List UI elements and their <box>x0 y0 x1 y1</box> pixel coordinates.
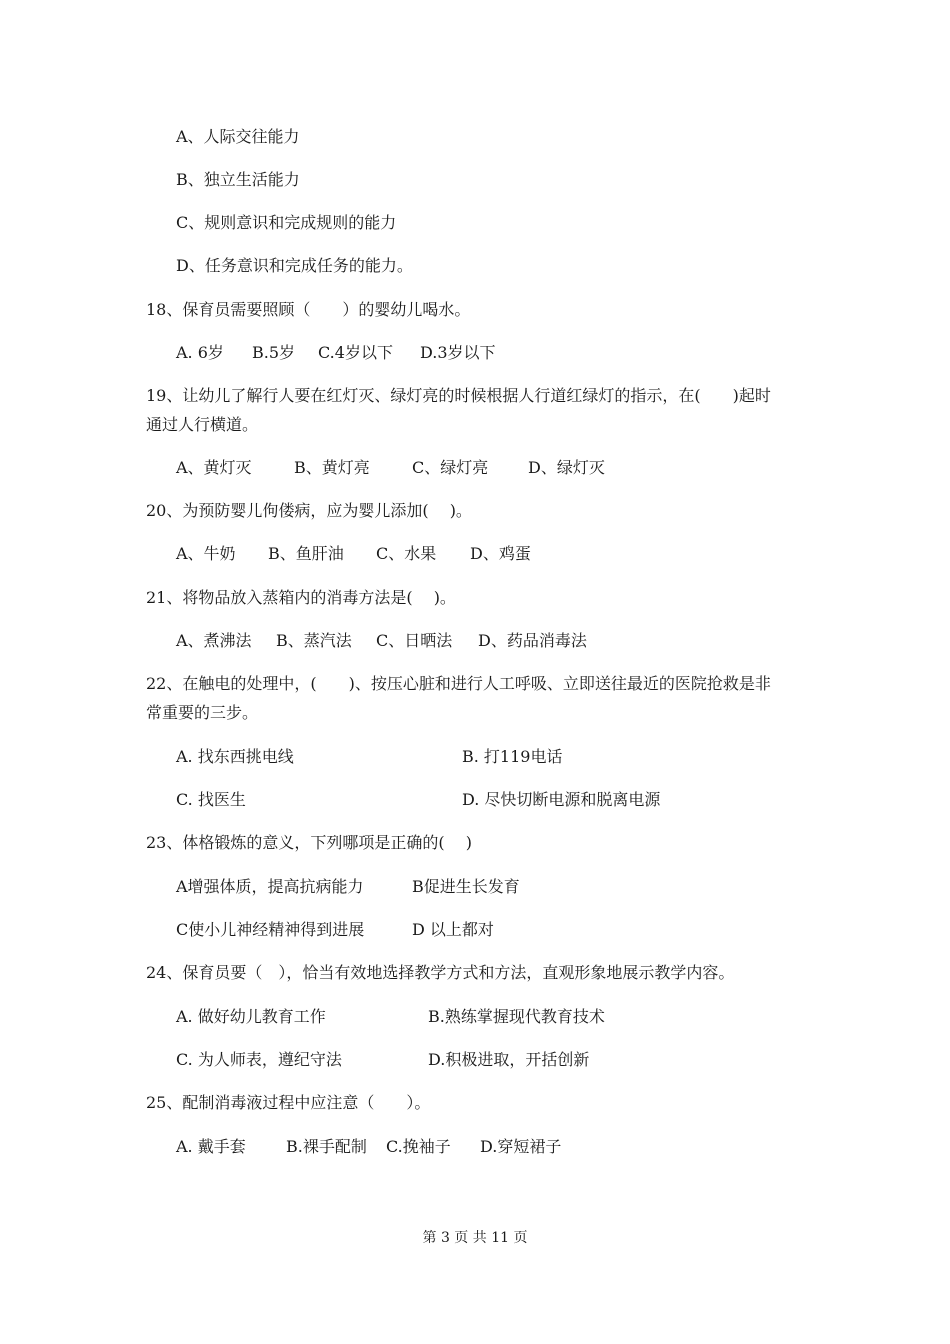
q19-option-c: C、绿灯亮 <box>412 458 489 477</box>
q21-option-c: C、日晒法 <box>376 631 453 650</box>
q18-option-c: C.4岁以下 <box>318 343 393 362</box>
q22-option-d: D. 尽快切断电源和脱离电源 <box>462 790 661 809</box>
q21-question: 21、将物品放入蒸箱内的消毒方法是( )。 <box>146 588 456 607</box>
q24-options-row1 <box>0 1006 950 1028</box>
q23-options-row1 <box>0 876 950 898</box>
q20-option-b: B、鱼肝油 <box>268 544 344 563</box>
q18-question: 18、保育员需要照顾（ ）的婴幼儿喝水。 <box>146 300 471 319</box>
page-footer: 第 3 页 共 11 页 <box>422 1230 528 1246</box>
q20-option-a: A、牛奶 <box>176 544 236 563</box>
q25-option-b: B.裸手配制 <box>286 1137 367 1156</box>
q19-option-b: B、黄灯亮 <box>294 458 370 477</box>
q18-options <box>0 342 950 364</box>
q24-option-a: A. 做好幼儿教育工作 <box>176 1007 326 1026</box>
q22-option-a: A. 找东西挑电线 <box>176 747 294 766</box>
q25-option-a: A. 戴手套 <box>176 1137 246 1156</box>
q22-question-line2: 常重要的三步。 <box>146 703 259 722</box>
q17-option-d: D、任务意识和完成任务的能力。 <box>176 256 413 275</box>
q21-option-a: A、煮沸法 <box>176 631 252 650</box>
q25-options <box>0 1136 950 1158</box>
q20-options <box>0 543 950 565</box>
q19-question-line1: 19、让幼儿了解行人要在红灯灭、绿灯亮的时候根据人行道红绿灯的指示，在( )起时 <box>146 386 771 405</box>
q18-option-a: A. 6岁 <box>176 343 224 362</box>
q22-options-row1 <box>0 746 950 768</box>
q17-option-b: B、独立生活能力 <box>176 170 300 189</box>
q20-option-d: D、鸡蛋 <box>470 544 531 563</box>
q22-option-c: C. 找医生 <box>176 790 246 809</box>
q19-option-a: A、黄灯灭 <box>176 458 252 477</box>
q19-options <box>0 457 950 479</box>
q24-question: 24、保育员要（ ），恰当有效地选择教学方式和方法，直观形象地展示教学内容。 <box>146 963 735 982</box>
q18-option-b: B.5岁 <box>252 343 296 362</box>
q24-option-c: C. 为人师表，遵纪守法 <box>176 1050 342 1069</box>
q19-option-d: D、绿灯灭 <box>528 458 605 477</box>
q25-question: 25、配制消毒液过程中应注意（ ）。 <box>146 1093 431 1112</box>
q23-option-d: D 以上都对 <box>412 920 494 939</box>
q25-option-d: D.穿短裙子 <box>480 1137 562 1156</box>
q21-options <box>0 630 950 652</box>
q23-question: 23、体格锻炼的意义，下列哪项是正确的( ) <box>146 833 472 852</box>
q17-option-a: A、人际交往能力 <box>176 127 300 146</box>
q25-option-c: C.挽袖子 <box>386 1137 451 1156</box>
q22-question-line1: 22、在触电的处理中，( )、按压心脏和进行人工呼吸、立即送往最近的医院抢救是非 <box>146 674 771 693</box>
q24-option-d: D.积极进取，开括创新 <box>428 1050 590 1069</box>
q23-option-c: C使小儿神经精神得到进展 <box>176 920 365 939</box>
q22-option-b: B. 打119电话 <box>462 747 563 766</box>
q20-question: 20、为预防婴儿佝偻病，应为婴儿添加( )。 <box>146 501 472 520</box>
q24-option-b: B.熟练掌握现代教育技术 <box>428 1007 605 1026</box>
q23-options-row2 <box>0 919 950 941</box>
q23-option-a: A增强体质，提高抗病能力 <box>176 877 364 896</box>
q20-option-c: C、水果 <box>376 544 437 563</box>
q21-option-d: D、药品消毒法 <box>478 631 587 650</box>
q23-option-b: B促进生长发育 <box>412 877 520 896</box>
q18-option-d: D.3岁以下 <box>420 343 496 362</box>
q17-option-c: C、规则意识和完成规则的能力 <box>176 213 397 232</box>
q19-question-line2: 通过人行横道。 <box>146 415 259 434</box>
q24-options-row2 <box>0 1049 950 1071</box>
q21-option-b: B、蒸汽法 <box>276 631 352 650</box>
q22-options-row2 <box>0 789 950 811</box>
